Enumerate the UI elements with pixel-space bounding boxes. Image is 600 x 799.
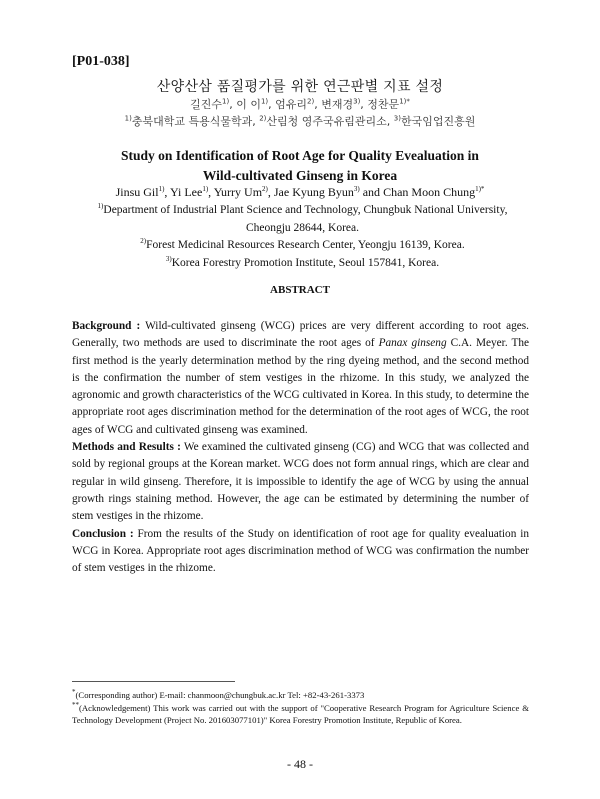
korean-affil-sup: 2) <box>259 114 267 123</box>
background-paragraph <box>72 318 529 439</box>
korean-author-sup: 1) <box>260 97 269 106</box>
affiliation-3 <box>75 254 530 272</box>
conclusion-label: Conclusion : <box>72 527 134 540</box>
affiliation-sup: 3) <box>165 255 172 264</box>
korean-author-sup: 3) <box>353 97 361 106</box>
affiliation-2 <box>75 236 530 254</box>
paper-title <box>0 146 600 186</box>
korean-author-sup: 1) <box>222 97 230 106</box>
footnote-mark: * <box>72 688 76 697</box>
methods-text: We examined the cultivated ginseng (CG) and WCG that was collected and sold by regional groups at the Korean market. WCG does not form annual rings, which are clear and regular in wild ginseng. Therefore, it is impossible to identify the age of WCG by using the annual growth rings staining method. However, the age can be estimated by determining the number of stem vestiges in the rhizome. <box>72 441 529 523</box>
author-sup: 1) <box>202 185 209 193</box>
korean-affil-sup: 1) <box>124 114 132 123</box>
korean-author: 엄유리 <box>275 98 308 111</box>
background-label: Background : <box>72 320 141 332</box>
page-number: - 48 - <box>287 757 313 771</box>
author-name: Chan Moon Chung <box>383 185 476 199</box>
korean-author-list: 길진수$^{1)}$, 이 이$^{1)}$, 엄유리$^{2)}$, 변재경$^{3)}$, 정찬문$^{1)*}$ <box>190 97 410 111</box>
korean-affiliation-list: $^{1)}$충북대학교 특용식물학과, $^{2)}$산림청 영주국유림관리소, $^{3)}$한국임업진흥원 <box>124 114 476 128</box>
abstract-heading: ABSTRACT <box>270 284 330 296</box>
author-sup: 2) <box>262 185 268 193</box>
background-text: Wild-cultivated ginseng (WCG) prices are very different according to root ages. Generally, two methods are used to discriminate the root ages of <box>72 320 529 350</box>
author-name: Jinsu Gil <box>115 185 159 199</box>
conclusion-text: From the results of the Study on identification of root age for quality evealuation in WCG in Korea. Appropriate root ages discrimination method of WCG was confirmation the number of stem vestiges in the rhizome. <box>72 527 529 575</box>
affiliation-1 <box>75 201 530 237</box>
author-sup: 3) <box>353 185 360 193</box>
author-name: Yurry Um <box>213 185 263 199</box>
korean-affil-sup: 3) <box>393 114 401 123</box>
korean-author: 길진수 <box>190 98 223 111</box>
affiliation-sup: 2) <box>140 237 147 246</box>
author-sup: 1) <box>158 185 165 193</box>
footnote-corresponding <box>72 689 529 701</box>
affiliation-text: Forest Medicinal Resources Research Center, Yeongju 16139, Korea. <box>146 239 465 251</box>
affiliation-text: Department of Industrial Plant Science and Technology, Chungbuk National University, Cheongju 28644, Korea. <box>103 204 508 234</box>
author-sup: 1)* <box>475 185 485 193</box>
author-name: Yi Lee <box>169 185 203 199</box>
poster-code: [P01-038] <box>72 54 130 69</box>
author-list: Jinsu Gil$^{1)}$, Yi Lee$^{1)}$, Yurry Um$^{2)}$, Jae Kyung Byun$^{3)}$ and Chan Moon Chung$^{1)*}$ <box>115 185 485 199</box>
footnote-text: (Acknowledgement) This work was carried out with the support of "Cooperative Research Program for Agriculture Science & Technology Development (Project No. 201603077101)" Korea Forestry Promotion Institute, Republic of Korea. <box>72 703 529 725</box>
korean-affiliation: 한국임업진흥원 <box>400 115 476 128</box>
conclusion-paragraph <box>72 526 529 578</box>
methods-paragraph <box>72 439 529 525</box>
footnote-divider <box>72 681 235 682</box>
korean-affiliation: 충북대학교 특용식물학과 <box>131 115 253 128</box>
korean-author: 정찬문 <box>367 98 400 111</box>
author-name: Jae Kyung Byun <box>273 185 354 199</box>
title-line-1: Study on Identification of Root Age for Quality Evealuation in <box>121 148 479 163</box>
methods-label: Methods and Results : <box>72 441 181 454</box>
affiliation-sup: 1) <box>97 202 104 211</box>
korean-author: 변재경 <box>321 98 354 111</box>
affiliation-text: Korea Forestry Promotion Institute, Seoul 157841, Korea. <box>171 257 440 269</box>
korean-author-sup: 1)* <box>399 97 410 106</box>
footnote-acknowledgement <box>72 702 529 726</box>
footnote-mark: ** <box>72 701 79 710</box>
title-line-2: Wild-cultivated Ginseng in Korea <box>202 168 398 183</box>
korean-author-sup: 2) <box>307 97 315 106</box>
korean-affiliation: 산림청 영주국유림관리소 <box>266 115 387 128</box>
abstract-body <box>72 318 529 577</box>
korean-title: 산양산삼 품질평가를 위한 연근판별 지표 설정 <box>156 79 444 95</box>
species-name: Panax ginseng <box>378 337 447 350</box>
background-text: C.A. Meyer. The first method is the yearly determination method by the ring dyeing method, and the second method is the confirmation the number of stem vestiges in the rhizome. In this study, we analyzed the agronomic and growth characteristics of the WCG cultivated in Korea. In this study, to determine the appropriate root ages discrimination method for the determination of the root ages of WCG, the root ages of WCG and cultivated ginseng was examined. <box>72 337 530 436</box>
korean-author: 이 이 <box>236 98 261 111</box>
footnote-text: (Corresponding author) E-mail: chanmoon@chungbuk.ac.kr Tel: +82-43-261-3373 <box>75 690 365 700</box>
